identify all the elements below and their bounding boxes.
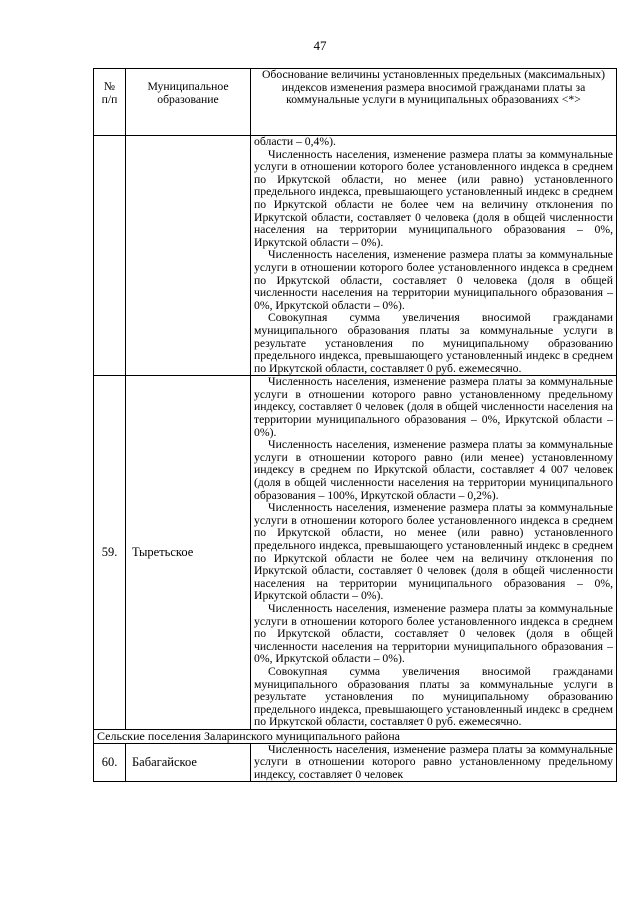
- basis-paragraph: Численность населения, изменение размера платы за коммунальные услуги в отношении которого равно установленному предельному индексу, составляет 0 человек: [254, 742, 613, 781]
- basis-paragraph: Численность населения, изменение размера платы за коммунальные услуги в отношении которого равно установленному предельному индексу, составляет 0 человек (доля в общей численности населения на территории муниципального образования – 0%, Иркутской области – 0%).: [254, 375, 613, 439]
- cell-number: [94, 136, 126, 376]
- section-title: Сельские поселения Заларинского муниципального района: [94, 729, 617, 743]
- basis-paragraph: Численность населения, изменение размера платы за коммунальные услуги в отношении которого более установленного индекса в среднем по Иркутской области, составляет 0 человек (доля в общей численности населения на территории муниципального образования – 0%, Иркутской области – 0%).: [254, 601, 613, 666]
- table-header-row: [94, 69, 617, 136]
- tariff-index-table: [93, 68, 617, 782]
- header-number-line1: №: [103, 80, 116, 93]
- basis-paragraph: области – 0,4%).: [254, 135, 336, 148]
- basis-paragraph: Совокупная сумма увеличения вносимой гражданами муниципального образования платы за коммунальные услуги в результате установления по муниципальному образованию предельного индекса, превышающего установленный индекс в среднем по Иркутской области, составляет 0 руб. ежемесячно.: [254, 664, 613, 729]
- header-municipality-column: [126, 69, 251, 136]
- basis-paragraph: Численность населения, изменение размера платы за коммунальные услуги в отношении которого равно (или менее) установленному индексу в среднем по Иркутской области, составляет 4 007 человек (доля в общей численности населения на территории муниципального образования – 100%, Иркутской области – 0,2%).: [254, 438, 613, 502]
- cell-municipality: Бабагайское: [126, 743, 251, 782]
- page-number: 47: [313, 38, 327, 53]
- basis-paragraph: Численность населения, изменение размера платы за коммунальные услуги в отношении которого более установленного индекса в среднем по Иркутской области, но менее (или равно) установленного предельного индекса, превышающего установленный индекс в среднем по Иркутской области не более чем на величину отклонения по Иркутской области, составляет 0 человек (доля в общей численности населения на территории муниципального образования – 0%, Иркутской области – 0%).: [254, 501, 613, 603]
- table-row-continued: [94, 136, 617, 376]
- cell-number: 60.: [94, 743, 126, 782]
- section-header-row: [94, 729, 617, 743]
- header-municipality-line2: образование: [157, 92, 219, 106]
- basis-paragraph: Численность населения, изменение размера платы за коммунальные услуги в отношении которого более установленного индекса в среднем по Иркутской области, но менее (или равно) установленного предельного индекса, превышающего установленный индекс в среднем по Иркутской области не более чем на величину отклонения по Иркутской области, составляет 0 человека (доля в общей численности населения на территории муниципального образования – 0%, Иркутской области – 0%).: [254, 147, 613, 249]
- header-basis-column: Обоснование величины установленных предельных (максимальных) индексов изменения размера вносимой гражданами платы за коммунальные услуги в муниципальных образованиях <*>: [251, 69, 617, 136]
- header-municipality-line1: Муниципальное: [147, 80, 229, 93]
- cell-basis: [251, 376, 617, 730]
- cell-basis: [251, 136, 617, 376]
- cell-number: 59.: [94, 376, 126, 730]
- header-number-line2: п/п: [101, 92, 118, 106]
- basis-paragraph: Численность населения, изменение размера платы за коммунальные услуги в отношении которого более установленного индекса в среднем по Иркутской области, составляет 0 человека (доля в общей численности населения на территории муниципального образования – 0%, Иркутской области – 0%).: [254, 248, 613, 312]
- table-row-60: [94, 743, 617, 782]
- cell-basis: [251, 743, 617, 782]
- table-row-59: [94, 376, 617, 730]
- cell-municipality: Тыретьское: [126, 376, 251, 730]
- cell-municipality: [126, 136, 251, 376]
- header-number-column: [94, 69, 126, 136]
- basis-paragraph: Совокупная сумма увеличения вносимой гражданами муниципального образования платы за коммунальные услуги в результате установления по муниципальному образованию предельного индекса, превышающего установленный индекс в среднем по Иркутской области, составляет 0 руб. ежемесячно.: [254, 311, 613, 375]
